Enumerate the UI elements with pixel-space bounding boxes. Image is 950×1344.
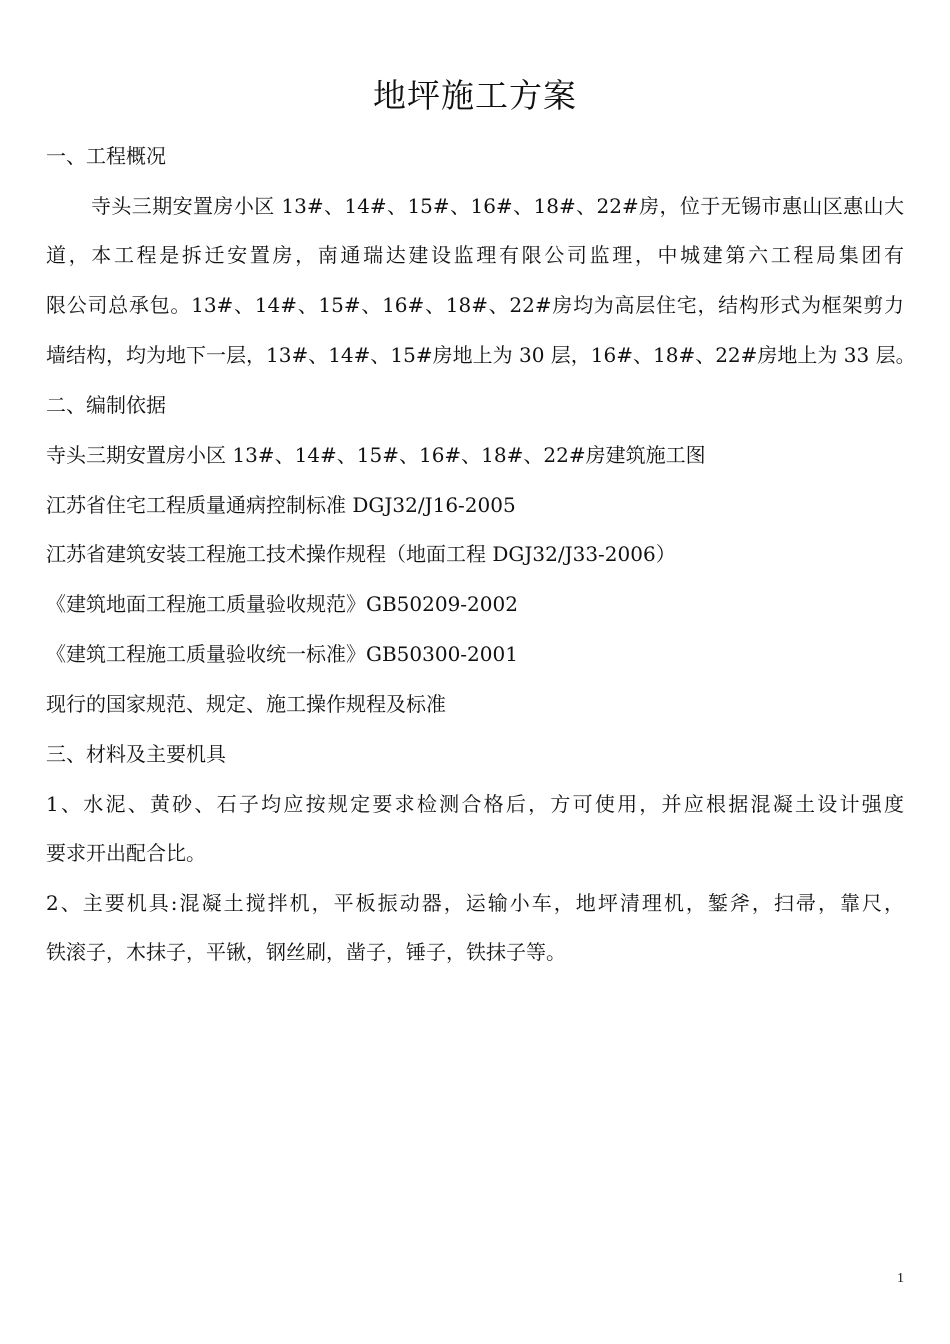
basis-item-6: 现行的国家规范、规定、施工操作规程及标准	[46, 692, 446, 716]
materials-item-2-line-1: 2、主要机具:混凝土搅拌机，平板振动器，运输小车，地坪清理机，錾斧，扫帚，靠尺，	[46, 891, 904, 915]
materials-item-1-line-2: 要求开出配合比。	[46, 841, 206, 865]
overview-line-3: 限公司总承包。13#、14#、15#、16#、18#、22#房均为高层住宅，结构形式为框架剪力	[46, 293, 904, 317]
overview-line-2: 道，本工程是拆迁安置房，南通瑞达建设监理有限公司监理，中城建第六工程局集团有	[46, 243, 904, 267]
section-heading-overview: 一、工程概况	[46, 144, 166, 168]
materials-item-1-line-1: 1、水泥、黄砂、石子均应按规定要求检测合格后，方可使用，并应根据混凝土设计强度	[46, 792, 904, 816]
materials-item-2-line-2: 铁滚子，木抹子，平锹，钢丝刷，凿子，锤子，铁抹子等。	[46, 940, 566, 964]
section-heading-basis: 二、编制依据	[46, 393, 166, 417]
section-heading-materials: 三、材料及主要机具	[46, 742, 226, 766]
overview-line-1: 寺头三期安置房小区 13#、14#、15#、16#、18#、22#房，位于无锡市惠山区惠山大	[91, 194, 904, 218]
basis-item-1: 寺头三期安置房小区 13#、14#、15#、16#、18#、22#房建筑施工图	[46, 443, 706, 467]
page-number: 1	[897, 1271, 904, 1286]
basis-item-3: 江苏省建筑安装工程施工技术操作规程（地面工程 DGJ32/J33-2006）	[46, 542, 676, 566]
document-title: 地坪施工方案	[373, 76, 577, 115]
basis-item-4: 《建筑地面工程施工质量验收规范》GB50209-2002	[46, 592, 518, 616]
basis-item-5: 《建筑工程施工质量验收统一标准》GB50300-2001	[46, 642, 518, 666]
overview-line-4: 墙结构，均为地下一层，13#、14#、15#房地上为 30 层，16#、18#、22#房地上为 33 层。	[46, 343, 916, 367]
basis-item-2: 江苏省住宅工程质量通病控制标准 DGJ32/J16-2005	[46, 493, 516, 517]
